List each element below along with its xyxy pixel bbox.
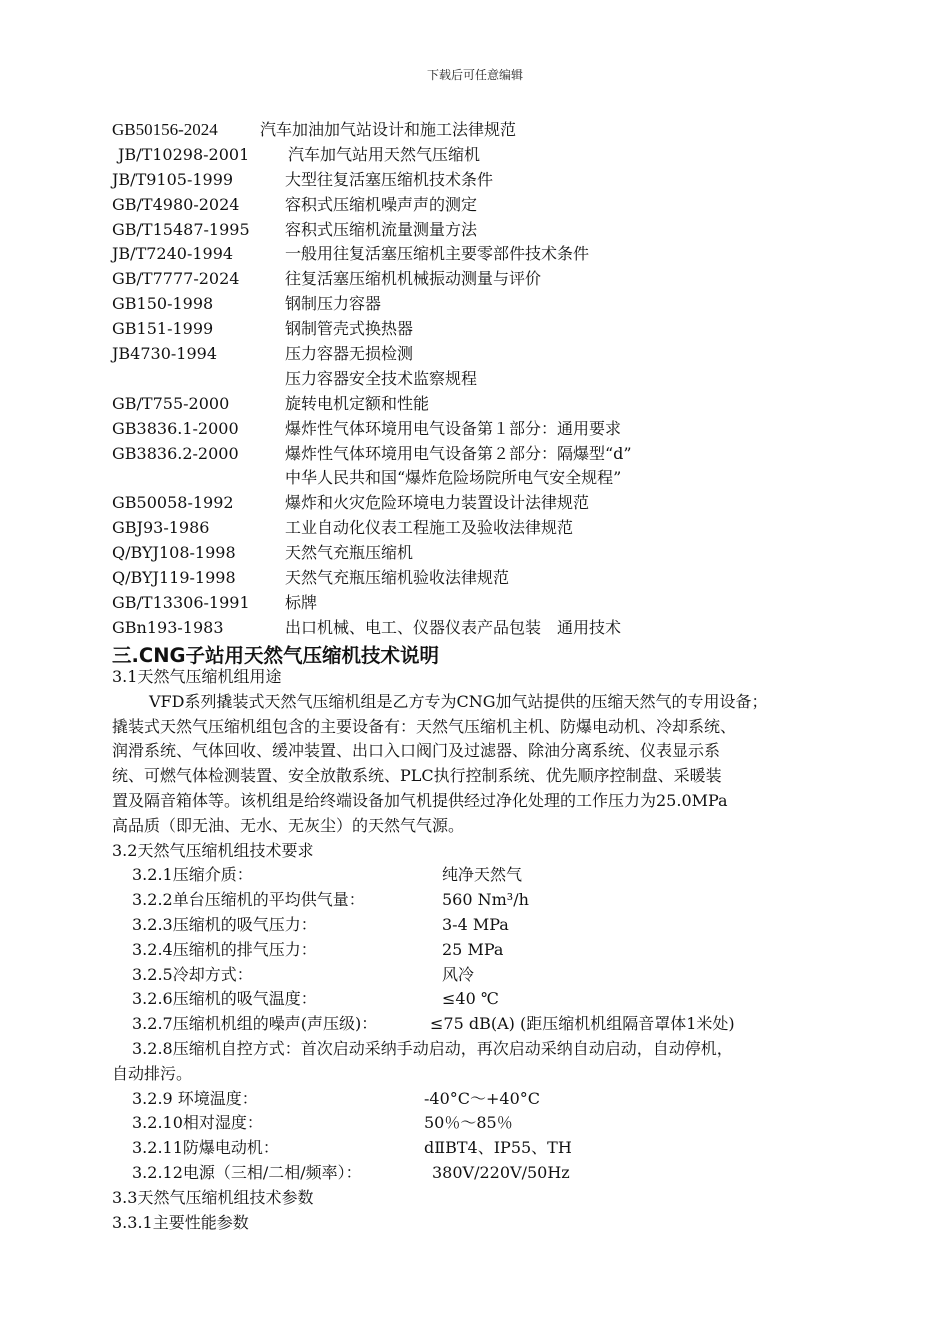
standard-code: GB50156-2024 (112, 120, 218, 139)
standard-name: 一般用往复活塞压缩机主要零部件技术条件 (285, 244, 590, 264)
requirement-item (112, 1087, 872, 1112)
standard-name: 爆炸性气体环境用电气设备第１部分：通用要求 (285, 418, 622, 438)
standard-name: 旋转电机定额和性能 (285, 393, 430, 413)
standard-name: 出口机械、电工、仪器仪表产品包装 通用技术 (285, 617, 622, 637)
standard-code: GB/T7777-2024 (112, 269, 240, 289)
standards-list (112, 118, 892, 641)
standard-row (112, 442, 892, 467)
requirement-value: 3-4 MPa (442, 914, 509, 934)
standard-row (112, 118, 892, 143)
standard-row (112, 392, 892, 417)
subsection-3-3-1-title: 3.3.1主要性能参数 (112, 1212, 249, 1232)
standard-code: Q/BYJ108-1998 (112, 543, 236, 563)
subsection-3-1-title: 3.1天然气压缩机组用途 (112, 667, 282, 686)
standard-row (112, 267, 892, 292)
standard-name: 钢制管壳式换热器 (285, 319, 414, 339)
standard-row (112, 242, 892, 267)
standard-row (112, 367, 892, 392)
standard-name: 天然气充瓶压缩机验收法律规范 (285, 568, 510, 588)
standard-row (112, 218, 892, 243)
requirement-label: 3.2.1压缩介质： (132, 865, 253, 885)
standard-row (112, 466, 892, 491)
standard-name: 工业自动化仪表工程施工及验收法律规范 (285, 518, 574, 538)
standard-name: 标牌 (285, 592, 318, 612)
standard-code: GBn193-1983 (112, 617, 224, 637)
standard-code: JB/T7240-1994 (112, 244, 234, 264)
paragraph-line: 高品质（即无油、无水、无灰尘）的天然气气源。 (112, 815, 465, 835)
requirement-label: 3.2.9 环境温度： (132, 1088, 258, 1108)
standard-name: 爆炸和火灾危险环境电力装置设计法律规范 (285, 493, 590, 513)
requirement-value: 50％～85％ (424, 1113, 513, 1133)
standard-name: 爆炸性气体环境用电气设备第２部分：隔爆型“d” (285, 443, 632, 463)
standard-code: GB3836.1-2000 (112, 418, 239, 438)
requirement-value: 380V/220V/50Hz (432, 1162, 570, 1182)
requirement-item (112, 888, 872, 913)
section-title: 三.CNG子站用天然气压缩机技术说明 (112, 644, 440, 667)
requirement-label: 3.2.11防爆电动机： (132, 1138, 279, 1158)
standard-code: JB4730-1994 (112, 344, 218, 364)
standard-name: 大型往复活塞压缩机技术条件 (285, 169, 494, 189)
requirement-label: 3.2.7压缩机机组的噪声(声压级)： (132, 1014, 378, 1034)
standard-code: GB3836.2-2000 (112, 443, 239, 463)
standard-code: GB150-1998 (112, 294, 214, 314)
requirement-item (112, 1111, 872, 1136)
standard-row (112, 541, 892, 566)
standard-code: JB/T10298-2001 (118, 144, 250, 164)
section-body (112, 665, 872, 1235)
standard-code: GB/T13306-1991 (112, 592, 250, 612)
standard-row (112, 491, 892, 516)
standard-name: 钢制压力容器 (285, 294, 382, 314)
standard-name: 容积式压缩机流量测量方法 (285, 219, 478, 239)
standard-row (112, 193, 892, 218)
standard-row (112, 317, 892, 342)
requirement-label: 3.2.3压缩机的吸气压力： (132, 914, 317, 934)
requirement-item (112, 1161, 872, 1186)
requirement-value: 560 Nm³/h (442, 890, 529, 910)
standard-name: 往复活塞压缩机机械振动测量与评价 (285, 269, 542, 289)
requirement-label: 3.2.12电源（三相/二相/频率）： (132, 1162, 362, 1182)
standard-code: GBJ93-1986 (112, 518, 210, 538)
standard-name: 容积式压缩机噪声声的测定 (285, 194, 478, 214)
standard-row (112, 292, 892, 317)
standard-code: GB/T15487-1995 (112, 219, 250, 239)
standard-code: GB/T4980-2024 (112, 194, 240, 214)
requirement-label: 3.2.2单台压缩机的平均供气量： (132, 890, 365, 910)
standard-name: 中华人民共和国“爆炸危险场院所电气安全规程” (285, 468, 622, 488)
paragraph-line: 统、可燃气体检测装置、安全放散系统、PLC执行控制系统、优先顺序控制盘、采暖装 (112, 766, 722, 786)
requirement-value: 风冷 (442, 964, 475, 984)
requirements-list (112, 863, 872, 1037)
paragraph-line: VFD系列撬装式天然气压缩机组是乙方专为CNG加气站提供的压缩天然气的专用设备； (149, 691, 768, 711)
standard-name: 汽车加气站用天然气压缩机 (288, 144, 481, 164)
standard-row (112, 566, 892, 591)
subsection-3-1-paragraph (112, 690, 872, 839)
requirement-value: dⅡBT4、IP55、TH (424, 1138, 572, 1158)
paragraph-line: 润滑系统、气体回收、缓冲装置、出口入口阀门及过滤器、除油分离系统、仪表显示系 (112, 741, 721, 761)
requirement-item (112, 1012, 872, 1037)
standard-row (112, 516, 892, 541)
requirements-list-2 (112, 1087, 872, 1186)
standard-code: JB/T9105-1999 (112, 169, 234, 189)
requirement-item (112, 913, 872, 938)
requirement-item (112, 863, 872, 888)
standard-code: GB151-1999 (112, 319, 214, 339)
standard-code: Q/BYJ119-1998 (112, 568, 236, 588)
paragraph-line: 撬装式天然气压缩机组包含的主要设备有：天然气压缩机主机、防爆电动机、冷却系统、 (112, 716, 737, 736)
requirement-item (112, 1136, 872, 1161)
requirement-label: 3.2.5冷却方式： (132, 964, 253, 984)
standard-code: GB50058-1992 (112, 493, 234, 513)
requirement-value: ≤75 dB(A) (距压缩机机组隔音罩体1米处) (430, 1014, 735, 1034)
subsection-3-2-title: 3.2天然气压缩机组技术要求 (112, 840, 314, 860)
requirement-label: 3.2.6压缩机的吸气温度： (132, 989, 317, 1009)
subsection-3-3-title: 3.3天然气压缩机组技术参数 (112, 1187, 314, 1207)
paragraph-line: 置及隔音箱体等。该机组是给终端设备加气机提供经过净化处理的工作压力为25.0MPa (112, 790, 728, 810)
standard-row (112, 616, 892, 641)
requirement-3-2-8-line2: 自动排污。 (112, 1063, 193, 1083)
standard-name: 压力容器安全技术监察规程 (285, 368, 478, 388)
standard-name: 汽车加油加气站设计和施工法律规范 (260, 120, 517, 139)
requirement-value: -40°C～+40°C (424, 1088, 541, 1108)
page-header: 下载后可任意编辑 (426, 68, 523, 82)
standard-row (112, 417, 892, 442)
standard-row (112, 591, 892, 616)
requirement-item (112, 987, 872, 1012)
requirement-value: 25 MPa (442, 939, 504, 959)
requirement-3-2-8-line1: 3.2.8压缩机自控方式：首次启动采纳手动启动，再次启动采纳自动启动，自动停机， (132, 1038, 733, 1058)
requirement-label: 3.2.10相对湿度： (132, 1113, 263, 1133)
requirement-value: 纯净天然气 (442, 865, 523, 885)
requirement-item (112, 938, 872, 963)
standard-name: 天然气充瓶压缩机 (285, 543, 414, 563)
standard-name: 压力容器无损检测 (285, 344, 414, 364)
requirement-value: ≤40 ℃ (442, 989, 499, 1009)
standard-row (112, 143, 892, 168)
standard-code: GB/T755-2000 (112, 393, 230, 413)
requirement-item (112, 963, 872, 988)
standard-row (112, 342, 892, 367)
requirement-label: 3.2.4压缩机的排气压力： (132, 939, 317, 959)
standard-row (112, 168, 892, 193)
